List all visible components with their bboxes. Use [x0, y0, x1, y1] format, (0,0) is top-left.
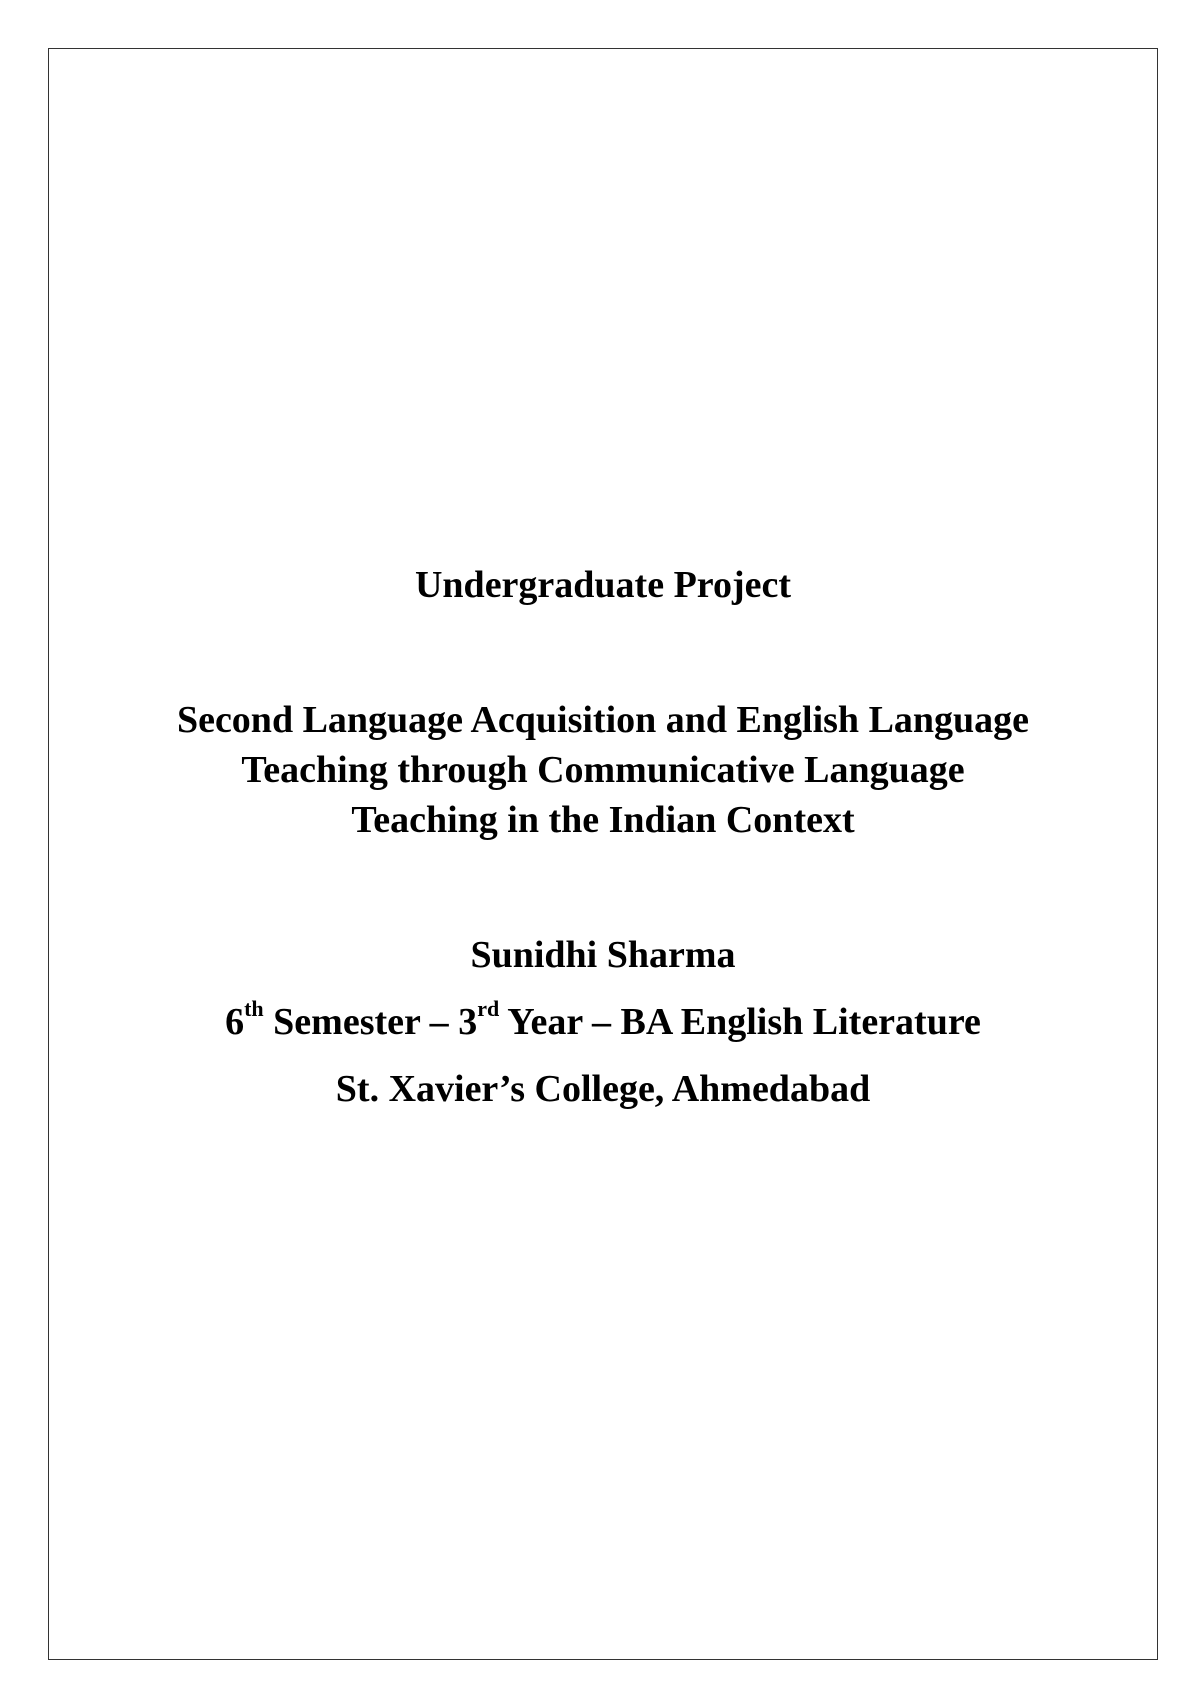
- title-line-3: Teaching in the Indian Context: [351, 799, 855, 841]
- author-name: Sunidhi Sharma: [470, 934, 736, 976]
- program-line: [48, 997, 1158, 1047]
- semester-ordinal-suffix: th: [244, 996, 264, 1022]
- document-type: Undergraduate Project: [414, 564, 792, 606]
- semester-text: Semester –: [263, 1001, 459, 1043]
- year-degree-text: Year – BA English Literature: [499, 1001, 981, 1043]
- year-ordinal-suffix: rd: [477, 996, 500, 1022]
- year-number: 3: [458, 1001, 478, 1043]
- title-line-2: Teaching through Communicative Language: [241, 749, 965, 791]
- title-line-1: Second Language Acquisition and English Language: [176, 699, 1030, 741]
- semester-number: 6: [225, 1001, 245, 1043]
- page-border: [48, 48, 1158, 1660]
- college-name: St. Xavier’s College, Ahmedabad: [335, 1068, 871, 1110]
- project-title: [48, 695, 1158, 845]
